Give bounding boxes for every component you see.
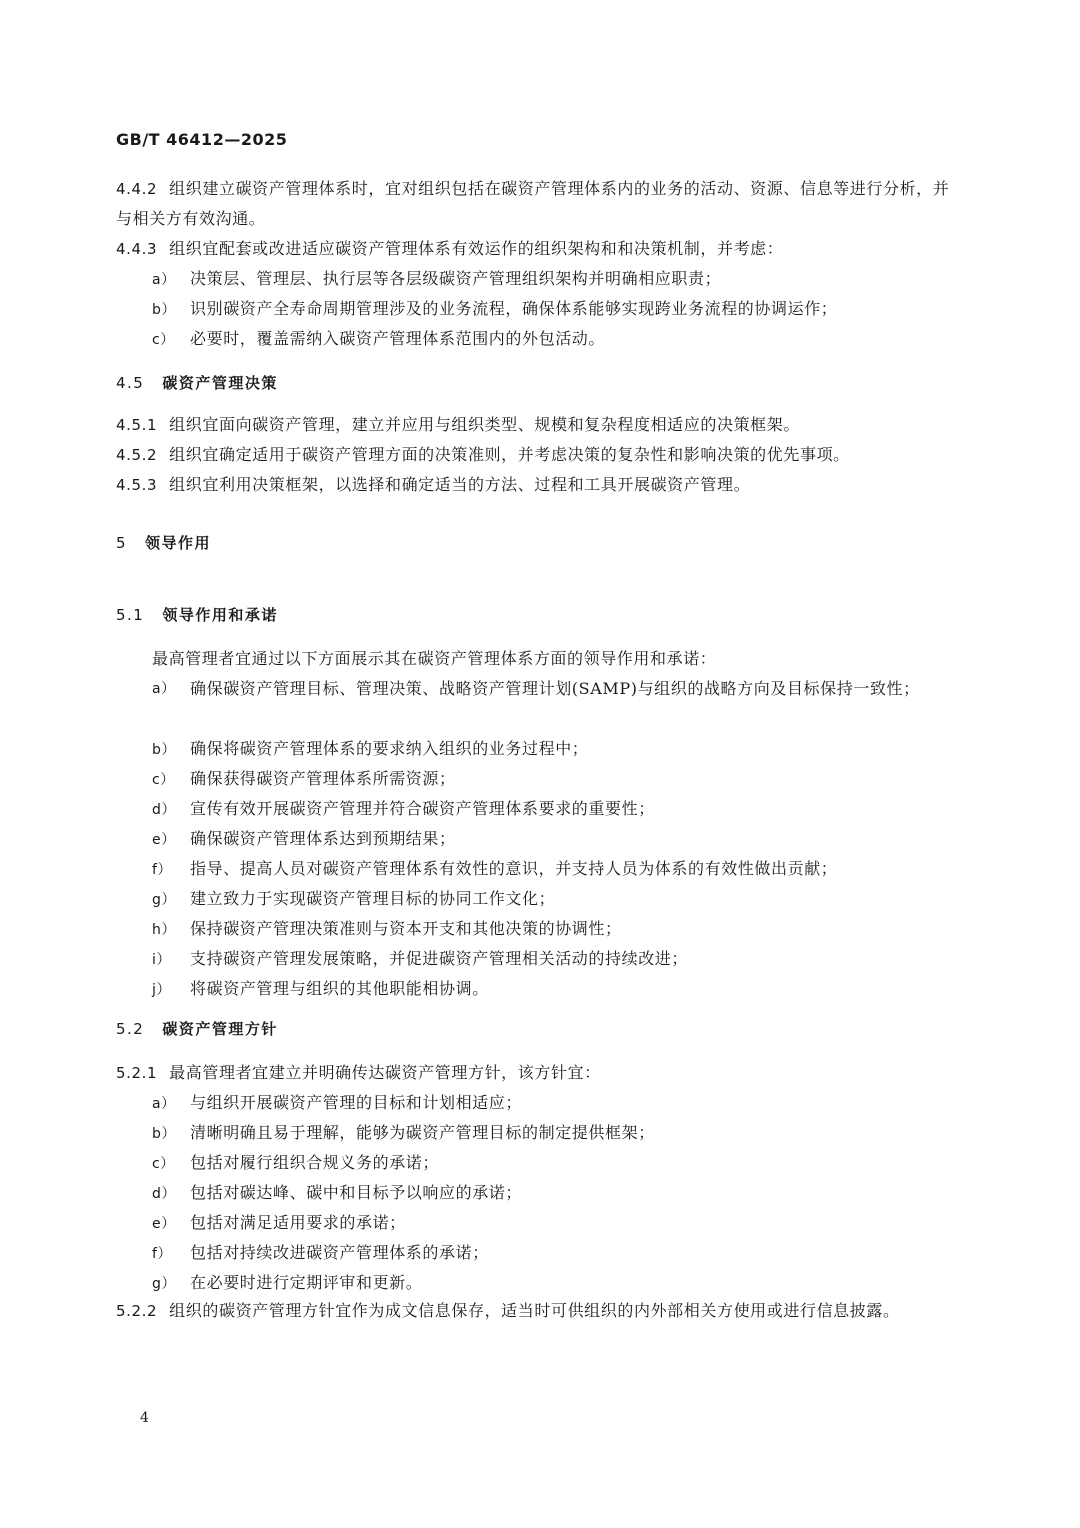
heading-title: 领导作用 xyxy=(145,534,212,552)
list-item xyxy=(152,884,952,915)
clause-number: 4.4.3 xyxy=(116,240,158,258)
heading-number: 5 xyxy=(116,534,128,552)
list-text: 建立致力于实现碳资产管理目标的协同工作文化； xyxy=(190,889,556,908)
list-text: 与组织开展碳资产管理的目标和计划相适应； xyxy=(190,1093,523,1112)
list-mark: f） xyxy=(152,862,173,878)
list-mark: e） xyxy=(152,1216,176,1232)
list-item xyxy=(152,824,952,855)
heading-number: 5.1 xyxy=(116,606,145,624)
list-mark: i） xyxy=(152,952,172,968)
clause-text: 最高管理者宜建立并明确传达碳资产管理方针，该方针宜： xyxy=(169,1063,601,1082)
list-item xyxy=(152,1088,952,1119)
list-mark: a） xyxy=(152,681,176,697)
list-text: 包括对满足适用要求的承诺； xyxy=(190,1213,406,1232)
list-text: 支持碳资产管理发展策略，并促进碳资产管理相关活动的持续改进； xyxy=(190,949,689,968)
clause-5-1-intro: 最高管理者宜通过以下方面展示其在碳资产管理体系方面的领导作用和承诺： xyxy=(152,649,717,668)
list-mark: d） xyxy=(152,802,177,818)
list-item xyxy=(152,294,952,325)
list-mark: c） xyxy=(152,1156,175,1172)
list-item xyxy=(152,674,952,704)
list-item xyxy=(152,1118,952,1149)
clause-text: 组织建立碳资产管理体系时，宜对组织包括在碳资产管理体系内的业务的活动、资源、信息等进行分析，并与相关方有效沟通。 xyxy=(116,179,950,228)
list-item xyxy=(152,1238,952,1269)
heading-number: 5.2 xyxy=(116,1020,145,1038)
list-mark: c） xyxy=(152,772,175,788)
heading-title: 领导作用和承诺 xyxy=(162,606,278,624)
list-text: 决策层、管理层、执行层等各层级碳资产管理组织架构并明确相应职责； xyxy=(190,269,722,288)
clause-5-2-2 xyxy=(116,1296,952,1326)
clause-4-5-2 xyxy=(116,440,952,470)
clause-4-5-3 xyxy=(116,470,952,500)
list-mark: b） xyxy=(152,302,177,318)
heading-title: 碳资产管理决策 xyxy=(162,374,278,392)
clause-number: 5.2.2 xyxy=(116,1302,158,1320)
list-mark: a） xyxy=(152,1096,176,1112)
list-mark: h） xyxy=(152,922,177,938)
section-heading-5-2 xyxy=(116,1018,278,1039)
list-item xyxy=(152,854,952,885)
list-mark: b） xyxy=(152,1126,177,1142)
list-item xyxy=(152,734,952,765)
clause-4-5-1 xyxy=(116,410,952,440)
clause-number: 4.5.3 xyxy=(116,476,158,494)
page-number: 4 xyxy=(140,1410,149,1426)
standard-number: GB/T 46412—2025 xyxy=(116,130,288,149)
list-mark: e） xyxy=(152,832,176,848)
list-text: 在必要时进行定期评审和更新。 xyxy=(190,1273,423,1292)
list-item xyxy=(152,1178,952,1209)
clause-4-4-2 xyxy=(116,174,952,234)
list-text: 确保将碳资产管理体系的要求纳入组织的业务过程中； xyxy=(190,739,589,758)
section-heading-5-1 xyxy=(116,604,278,625)
list-text: 包括对碳达峰、碳中和目标予以响应的承诺； xyxy=(190,1183,523,1202)
heading-number: 4.5 xyxy=(116,374,145,392)
list-text: 宣传有效开展碳资产管理并符合碳资产管理体系要求的重要性； xyxy=(190,799,655,818)
list-text: 确保获得碳资产管理体系所需资源； xyxy=(190,769,456,788)
list-text: 包括对持续改进碳资产管理体系的承诺； xyxy=(190,1243,489,1262)
list-item xyxy=(152,1208,952,1239)
list-item xyxy=(152,914,952,945)
clause-number: 4.4.2 xyxy=(116,180,158,198)
list-item xyxy=(152,764,952,795)
list-mark: j） xyxy=(152,982,172,998)
list-text: 确保碳资产管理目标、管理决策、战略资产管理计划(SAMP)与组织的战略方向及目标保持一致性； xyxy=(190,679,920,698)
list-item xyxy=(152,794,952,825)
list-mark: f） xyxy=(152,1246,173,1262)
list-item xyxy=(152,974,952,1005)
clause-number: 4.5.1 xyxy=(116,416,158,434)
list-item xyxy=(152,944,952,975)
clause-text: 组织宜配套或改进适应碳资产管理体系有效运作的组织架构和和决策机制，并考虑： xyxy=(169,239,784,258)
list-text: 清晰明确且易于理解，能够为碳资产管理目标的制定提供框架； xyxy=(190,1123,655,1142)
clause-text: 组织的碳资产管理方针宜作为成文信息保存，适当时可供组织的内外部相关方使用或进行信息披露。 xyxy=(169,1301,900,1320)
clause-number: 5.2.1 xyxy=(116,1064,158,1082)
list-text: 指导、提高人员对碳资产管理体系有效性的意识，并支持人员为体系的有效性做出贡献； xyxy=(190,859,838,878)
list-mark: a） xyxy=(152,272,176,288)
list-text: 包括对履行组织合规义务的承诺； xyxy=(190,1153,440,1172)
list-text: 将碳资产管理与组织的其他职能相协调。 xyxy=(190,979,489,998)
list-mark: d） xyxy=(152,1186,177,1202)
clause-number: 4.5.2 xyxy=(116,446,158,464)
list-text: 确保碳资产管理体系达到预期结果； xyxy=(190,829,456,848)
list-item xyxy=(152,1148,952,1179)
clause-text: 组织宜确定适用于碳资产管理方面的决策准则，并考虑决策的复杂性和影响决策的优先事项。 xyxy=(169,445,850,464)
clause-text: 组织宜利用决策框架，以选择和确定适当的方法、过程和工具开展碳资产管理。 xyxy=(169,475,751,494)
list-mark: g） xyxy=(152,1276,177,1292)
list-mark: c） xyxy=(152,332,175,348)
chapter-heading-5 xyxy=(116,532,211,553)
clause-5-2-1 xyxy=(116,1058,952,1088)
list-text: 识别碳资产全寿命周期管理涉及的业务流程，确保体系能够实现跨业务流程的协调运作； xyxy=(190,299,838,318)
section-heading-4-5 xyxy=(116,372,278,393)
list-mark: b） xyxy=(152,742,177,758)
list-item xyxy=(152,1268,952,1299)
clause-4-4-3 xyxy=(116,234,952,264)
list-item xyxy=(152,264,952,295)
clause-text: 组织宜面向碳资产管理，建立并应用与组织类型、规模和复杂程度相适应的决策框架。 xyxy=(169,415,800,434)
list-text: 保持碳资产管理决策准则与资本开支和其他决策的协调性； xyxy=(190,919,622,938)
list-item xyxy=(152,324,952,355)
list-mark: g） xyxy=(152,892,177,908)
heading-title: 碳资产管理方针 xyxy=(162,1020,278,1038)
list-text: 必要时，覆盖需纳入碳资产管理体系范围内的外包活动。 xyxy=(190,329,606,348)
